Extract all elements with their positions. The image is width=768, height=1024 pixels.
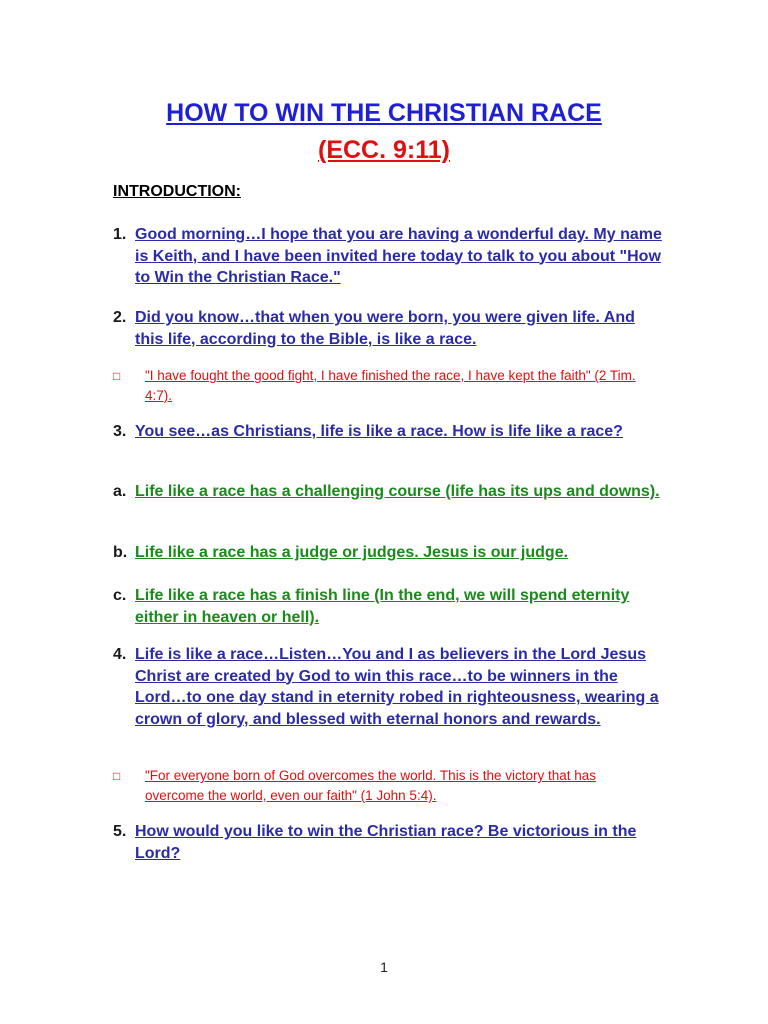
list-item-number: 2.	[113, 309, 127, 326]
list-item-number: 4.	[113, 646, 127, 663]
quote-text: "I have fought the good fight, I have finished the race, I have kept the faith" (2 Tim. 4:7).	[145, 368, 636, 403]
list-item-text: Did you know…that when you were born, you were given life. And this life, according to the Bible, is like a race.	[135, 309, 635, 348]
list-item-text: Life is like a race…Listen…You and I as believers in the Lord Jesus Christ are created by God to win this race…to be winners in the Lord…to one day stand in eternity robed in righteousness, wearing a crown of glory, and blessed with eternal honors and rewards.	[135, 646, 659, 728]
list-item-text: How would you like to win the Christian race? Be victorious in the Lord?	[135, 823, 637, 862]
list-item-number: 3.	[113, 423, 127, 440]
scripture-reference: (ECC. 9:11)	[318, 136, 450, 164]
list-item-text: Life like a race has a challenging course (life has its ups and downs).	[135, 483, 660, 500]
list-item-text: Life like a race has a finish line (In the end, we will spend eternity either in heaven or hell).	[135, 587, 630, 626]
page-title: HOW TO WIN THE CHRISTIAN RACE	[166, 99, 602, 127]
quote-text: "For everyone born of God overcomes the world. This is the victory that has overcome the world, even our faith" (1 John 5:4).	[145, 768, 596, 803]
list-item-number: c.	[113, 587, 127, 604]
list-item-number: 5.	[113, 823, 127, 840]
list-item-number: 1.	[113, 226, 127, 243]
list-item-text: Life like a race has a judge or judges. Jesus is our judge.	[135, 544, 569, 561]
list-item-number: b.	[113, 544, 128, 561]
bullet-icon: □	[113, 769, 121, 783]
list-item-text: Good morning…I hope that you are having a wonderful day. My name is Keith, and I have been invited here today to talk to you about "How to Win the Christian Race."	[135, 226, 662, 286]
list-item-text: You see…as Christians, life is like a race. How is life like a race?	[135, 423, 623, 440]
page-number: 1	[380, 959, 388, 975]
section-heading: INTRODUCTION:	[113, 183, 241, 200]
bullet-icon: □	[113, 369, 121, 383]
list-item-number: a.	[113, 483, 127, 500]
